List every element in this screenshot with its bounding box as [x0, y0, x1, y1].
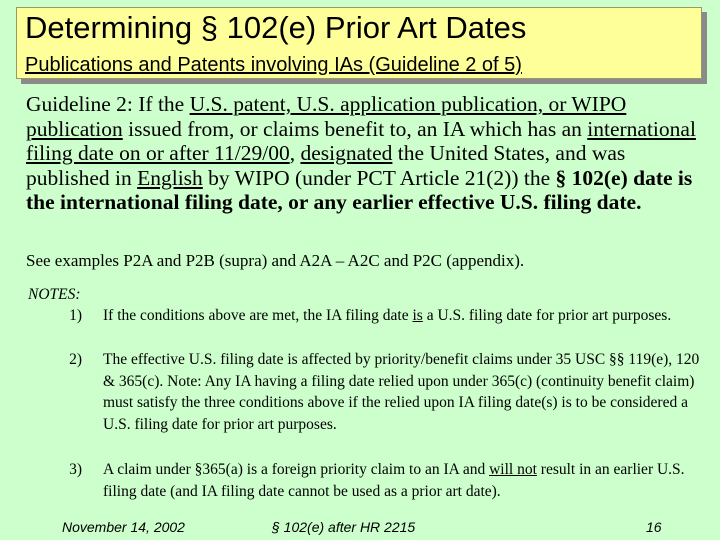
guideline-text: issued from, or claims benefit to, an IA which has an	[122, 116, 588, 141]
note-text	[103, 459, 703, 502]
notes-heading: NOTES:	[28, 286, 81, 303]
note-text-part: result in an earlier U.S. filing date (and IA filing date cannot be used as a prior art date).	[103, 461, 685, 500]
guideline-underlined-designated: designated	[300, 141, 393, 165]
guideline-bold-conclusion: § 102(e) date is the international filing date, or any earlier effective U.S. filing date.	[26, 165, 693, 214]
note-underlined: is	[412, 307, 423, 324]
guideline-underlined-english: English	[137, 165, 203, 190]
guideline-paragraph	[26, 92, 706, 215]
guideline-text: by WIPO (under PCT Article 21(2)) the	[202, 165, 556, 190]
note-text-part: If the conditions above are met, the IA filing date	[103, 307, 413, 324]
slide-subtitle: Publications and Patents involving IAs (Guideline 2 of 5)	[25, 54, 522, 76]
guideline-underlined-publications: U.S. patent, U.S. application publication, or WIPO publication	[26, 92, 627, 141]
guideline-underlined-date: international filing date on or after 11/29/00	[26, 116, 696, 165]
footer-date: November 14, 2002	[62, 519, 185, 535]
note-text-part: A claim under §365(a) is a foreign priority claim to an IA and	[103, 461, 490, 478]
title-box	[16, 7, 702, 79]
guideline-text: Guideline 2: If the	[26, 92, 190, 116]
note-text: The effective U.S. filing date is affected by priority/benefit claims under 35 USC §§ 119(e), 120 & 365(c). Note: Any IA having a filing date relied upon under 365(c) (continuity benefit claim) must satisfy the three conditions above if the relied upon IA filing date(s) is to be considered a U.S. filing date for prior art purposes.	[103, 351, 700, 433]
note-number: 1)	[69, 307, 82, 324]
page-number: 16	[646, 519, 662, 535]
slide-title: Determining § 102(e) Prior Art Dates	[25, 10, 527, 45]
note-text	[103, 305, 703, 327]
guideline-text: ,	[289, 141, 301, 165]
see-examples: See examples P2A and P2B (supra) and A2A – A2C and P2C (appendix).	[26, 251, 525, 270]
footer-title: § 102(e) after HR 2215	[272, 519, 416, 535]
note-text-part: a U.S. filing date for prior art purposes.	[422, 307, 672, 324]
note-number: 3)	[69, 461, 82, 478]
note-number: 2)	[69, 351, 82, 368]
note-underlined: will not	[489, 461, 537, 478]
guideline-text: the United States, and was published in	[26, 141, 626, 190]
